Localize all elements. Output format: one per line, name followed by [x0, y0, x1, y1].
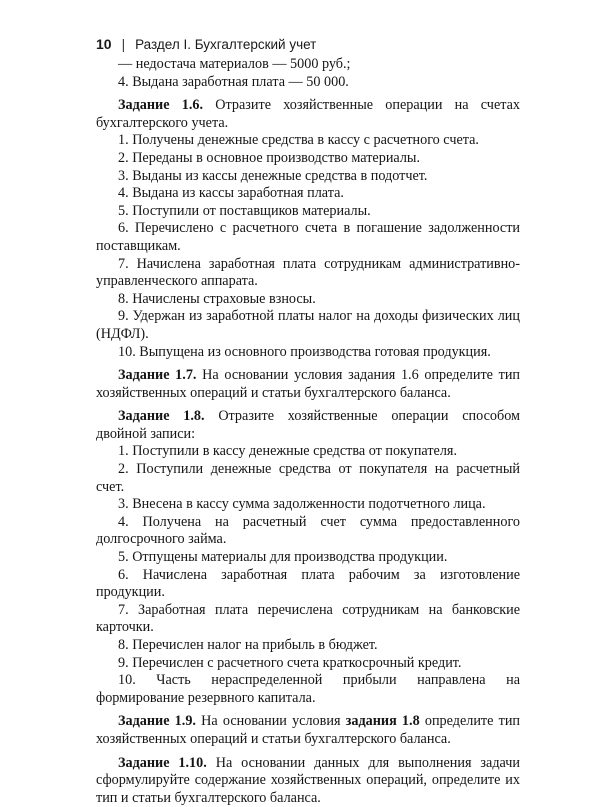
task-1-9	[96, 713, 520, 748]
task-label: Задание 1.9.	[118, 713, 196, 730]
list-item: 5. Поступили от поставщиков материалы.	[118, 202, 371, 219]
list-item: 8. Перечислен налог на прибыль в бюджет.	[118, 637, 378, 653]
list-item: 7. Заработная плата перечислена сотрудникам на банковские карточки.	[96, 601, 520, 636]
intro-line-1: — недостача материалов — 5000 руб.;	[118, 56, 351, 72]
task-label: Задание 1.7.	[118, 367, 197, 384]
task-1-8	[96, 408, 520, 443]
task-text: На основании данных для выполнения задачи сформулируйте содержание хозяйственных операций, определите их тип и статьи бухгалтерского баланса.	[96, 754, 521, 806]
task-reference: задания 1.8	[345, 713, 420, 730]
list-item: 9. Перечислен с расчетного счета краткосрочный кредит.	[118, 654, 462, 671]
task-text: Отразите хозяйственные операции способом двойной записи:	[96, 408, 520, 442]
list-item: 10. Часть нераспределенной прибыли направлена на формирование резервного капитала.	[96, 672, 520, 706]
task-1-6	[96, 97, 520, 132]
list-item: 5. Отпущены материалы для производства продукции.	[118, 549, 448, 566]
list-item: 8. Начислены страховые взносы.	[118, 290, 316, 307]
task-text-after: определите тип хозяйственных операций и статьи бухгалтерского баланса.	[96, 713, 521, 747]
task-label: Задание 1.8.	[118, 408, 205, 425]
page-number: 10	[96, 36, 112, 52]
task-text: На основании условия задания 1.6 определите тип хозяйственных операций и статьи бухгалтерского баланса.	[96, 367, 521, 401]
task-1-7	[96, 367, 520, 402]
list-item: 7. Начислена заработная плата сотрудникам административно-управленческого аппарата.	[96, 255, 520, 290]
list-item: 6. Перечислено с расчетного счета в погашение задолженности поставщикам.	[96, 220, 520, 254]
list-item: 9. Удержан из заработной платы налог на доходы физических лиц (НДФЛ).	[96, 308, 520, 342]
task-label: Задание 1.6.	[118, 97, 204, 114]
section-title: Раздел I. Бухгалтерский учет	[135, 36, 317, 52]
task-text: Отразите хозяйственные операции на счетах бухгалтерского учета.	[96, 97, 521, 131]
task-label: Задание 1.10.	[118, 754, 207, 771]
list-item: 2. Переданы в основное производство материалы.	[118, 149, 420, 166]
list-item: 4. Получена на расчетный счет сумма предоставленного долгосрочного займа.	[96, 513, 520, 548]
intro-line-2: 4. Выдана заработная плата — 50 000.	[118, 73, 349, 90]
list-item: 1. Получены денежные средства в кассу с расчетного счета.	[118, 132, 479, 149]
header-separator: |	[121, 36, 126, 52]
list-item: 2. Поступили денежные средства от покупателя на расчетный счет.	[96, 461, 520, 495]
page-body	[96, 56, 520, 807]
task-1-10	[96, 755, 520, 807]
task-text-before: На основании условия	[201, 713, 341, 730]
running-header	[96, 34, 516, 54]
list-item: 10. Выпущена из основного производства готовая продукция.	[118, 343, 491, 360]
list-item: 3. Внесена в кассу сумма задолженности подотчетного лица.	[118, 496, 486, 513]
list-item: 4. Выдана из кассы заработная плата.	[118, 185, 344, 202]
list-item: 6. Начислена заработная плата рабочим за изготовление продукции.	[96, 566, 520, 601]
list-item: 1. Поступили в кассу денежные средства от покупателя.	[118, 443, 458, 460]
list-item: 3. Выданы из кассы денежные средства в подотчет.	[118, 167, 428, 184]
